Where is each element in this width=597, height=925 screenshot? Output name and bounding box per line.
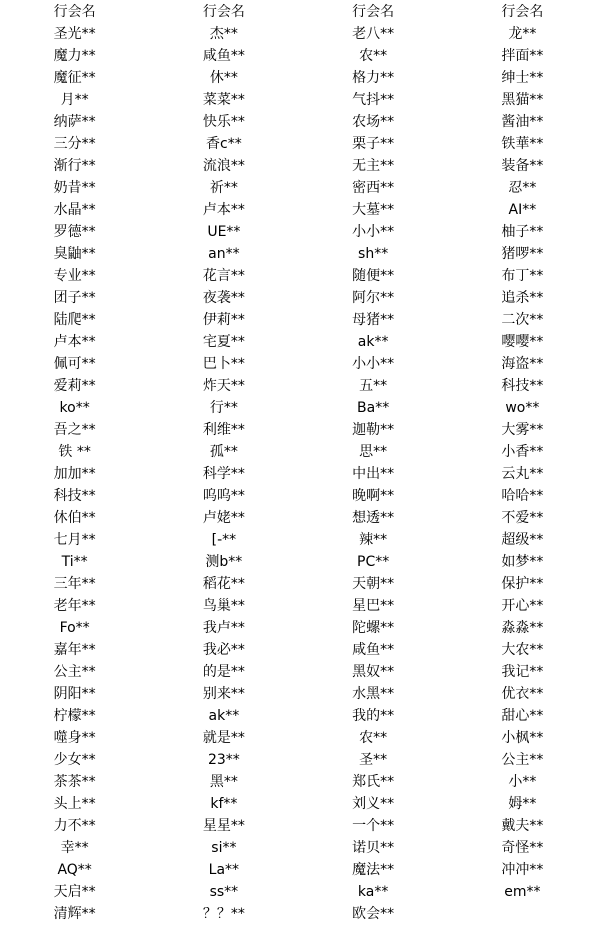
guild-name: ka** bbox=[357, 884, 389, 900]
guild-name: 云丸** bbox=[501, 466, 544, 482]
guild-name: 魔征** bbox=[53, 70, 96, 86]
guild-name: 开心** bbox=[501, 598, 544, 614]
guild-name: 祈** bbox=[209, 180, 238, 196]
guild-name: 小小** bbox=[352, 356, 395, 372]
guild-name: 淼淼** bbox=[501, 620, 544, 636]
column-header: 行会名 bbox=[53, 4, 96, 20]
guild-name: 嘤嘤** bbox=[501, 334, 544, 350]
guild-name: 菜菜** bbox=[202, 92, 245, 108]
guild-name: ？？** bbox=[202, 906, 245, 922]
guild-name: 大农** bbox=[501, 642, 544, 658]
guild-name: 我记** bbox=[501, 664, 544, 680]
guild-name: 圣** bbox=[359, 752, 388, 768]
guild-name: 农场** bbox=[352, 114, 395, 130]
guild-name: 陆爬** bbox=[53, 312, 96, 328]
guild-name: 黑奴** bbox=[352, 664, 395, 680]
guild-name: 公主** bbox=[501, 752, 544, 768]
guild-name: 幸** bbox=[60, 840, 89, 856]
guild-name: 黑猫** bbox=[501, 92, 544, 108]
guild-name: 香c** bbox=[206, 136, 242, 152]
guild-name: 龙** bbox=[508, 26, 537, 42]
guild-name: 嘉年** bbox=[53, 642, 96, 658]
guild-name: 铁華** bbox=[501, 136, 544, 152]
guild-name: 茶茶** bbox=[53, 774, 96, 790]
guild-name: AQ** bbox=[57, 862, 92, 878]
guild-name: 快乐** bbox=[202, 114, 245, 130]
guild-name: 小小** bbox=[352, 224, 395, 240]
guild-name: 想透** bbox=[352, 510, 395, 526]
guild-name: 测b** bbox=[205, 554, 243, 570]
guild-name: 戴夫** bbox=[501, 818, 544, 834]
column-header: 行会名 bbox=[352, 4, 395, 20]
guild-name: 老八** bbox=[352, 26, 395, 42]
guild-name: 郑氏** bbox=[352, 774, 395, 790]
guild-name: 思** bbox=[359, 444, 388, 460]
guild-name: 格力** bbox=[352, 70, 395, 86]
guild-name: 七月** bbox=[53, 532, 96, 548]
column-header: 行会名 bbox=[202, 4, 245, 20]
guild-name: 花言** bbox=[202, 268, 245, 284]
guild-name: 噬身** bbox=[53, 730, 96, 746]
guild-name: 休** bbox=[209, 70, 238, 86]
guild-name: 水黑** bbox=[352, 686, 395, 702]
guild-name-table bbox=[0, 1, 597, 925]
guild-name: 水晶** bbox=[53, 202, 96, 218]
guild-name: 保护** bbox=[501, 576, 544, 592]
guild-name: 姆** bbox=[508, 796, 537, 812]
guild-name: 爱莉** bbox=[53, 378, 96, 394]
guild-name: Fo** bbox=[59, 620, 90, 636]
guild-name: 绅士** bbox=[501, 70, 544, 86]
guild-name: 哈哈** bbox=[501, 488, 544, 504]
guild-name: 无主** bbox=[352, 158, 395, 174]
guild-name: 天朝** bbox=[352, 576, 395, 592]
guild-name: 陀螺** bbox=[352, 620, 395, 636]
guild-name: 海盗** bbox=[501, 356, 544, 372]
guild-name: 欧会** bbox=[352, 906, 395, 922]
guild-name: 五** bbox=[359, 378, 388, 394]
guild-name: 就是** bbox=[202, 730, 245, 746]
guild-name: 宅夏** bbox=[202, 334, 245, 350]
guild-name: 的是** bbox=[202, 664, 245, 680]
guild-name: 孤** bbox=[209, 444, 238, 460]
guild-name: 追杀** bbox=[501, 290, 544, 306]
guild-name: kf** bbox=[210, 796, 238, 812]
guild-name: em** bbox=[504, 884, 541, 900]
guild-name: 甜心** bbox=[501, 708, 544, 724]
guild-name: 大墓** bbox=[352, 202, 395, 218]
guild-name: 23** bbox=[207, 752, 240, 768]
guild-name: 二次** bbox=[501, 312, 544, 328]
guild-name: si** bbox=[211, 840, 237, 856]
guild-name: 魔法** bbox=[352, 862, 395, 878]
guild-name: 猪啰** bbox=[501, 246, 544, 262]
guild-name: sh** bbox=[358, 246, 389, 262]
guild-column-3 bbox=[299, 1, 448, 925]
guild-name: 力不** bbox=[53, 818, 96, 834]
guild-name: 黑** bbox=[209, 774, 238, 790]
guild-name: ak** bbox=[357, 334, 389, 350]
guild-name: 头上** bbox=[53, 796, 96, 812]
guild-name: 如梦** bbox=[501, 554, 544, 570]
guild-name: 小枫** bbox=[501, 730, 544, 746]
guild-name: 月** bbox=[60, 92, 89, 108]
column-header: 行会名 bbox=[501, 4, 544, 20]
guild-name: 吾之** bbox=[53, 422, 96, 438]
guild-name: 三分** bbox=[53, 136, 96, 152]
guild-name: 刘义** bbox=[352, 796, 395, 812]
guild-name: 我必** bbox=[202, 642, 245, 658]
guild-name: 不爱** bbox=[501, 510, 544, 526]
guild-name: 臭鼬** bbox=[53, 246, 96, 262]
guild-name: ak** bbox=[208, 708, 240, 724]
guild-name: 休伯** bbox=[53, 510, 96, 526]
guild-name: 流浪** bbox=[202, 158, 245, 174]
guild-name: 柚子** bbox=[501, 224, 544, 240]
guild-name: 别来** bbox=[202, 686, 245, 702]
guild-name: 装备** bbox=[501, 158, 544, 174]
guild-name: 气抖** bbox=[352, 92, 395, 108]
guild-name: 科技** bbox=[53, 488, 96, 504]
guild-name: ko** bbox=[59, 400, 90, 416]
guild-name: 奶昔** bbox=[53, 180, 96, 196]
guild-name: 冲冲** bbox=[501, 862, 544, 878]
guild-name: 杰** bbox=[209, 26, 238, 42]
guild-name: 清辉** bbox=[53, 906, 96, 922]
guild-name: 天启** bbox=[53, 884, 96, 900]
guild-name: 行** bbox=[209, 400, 238, 416]
guild-name: 纳萨** bbox=[53, 114, 96, 130]
guild-name: 卢本** bbox=[202, 202, 245, 218]
guild-name: 星星** bbox=[202, 818, 245, 834]
guild-name: 罗德** bbox=[53, 224, 96, 240]
guild-name: 老年** bbox=[53, 598, 96, 614]
guild-name: 奇怪** bbox=[501, 840, 544, 856]
guild-name: 忍** bbox=[508, 180, 537, 196]
guild-name: 酱油** bbox=[501, 114, 544, 130]
guild-name: 夜袭** bbox=[202, 290, 245, 306]
guild-name: Ba** bbox=[357, 400, 390, 416]
guild-name: 科技** bbox=[501, 378, 544, 394]
guild-name: 拌面** bbox=[501, 48, 544, 64]
guild-name: PC** bbox=[357, 554, 390, 570]
guild-name: 晚啊** bbox=[352, 488, 395, 504]
guild-name: 布丁** bbox=[501, 268, 544, 284]
guild-name: 咸鱼** bbox=[352, 642, 395, 658]
guild-name: 呜呜** bbox=[202, 488, 245, 504]
guild-column-1 bbox=[0, 1, 149, 925]
guild-name: 加加** bbox=[53, 466, 96, 482]
guild-name: 圣光** bbox=[53, 26, 96, 42]
guild-name: 星巴** bbox=[352, 598, 395, 614]
guild-name: 阴阳** bbox=[53, 686, 96, 702]
guild-name: 柠檬** bbox=[53, 708, 96, 724]
guild-name: 团子** bbox=[53, 290, 96, 306]
guild-name: 巴卜** bbox=[202, 356, 245, 372]
guild-name: 农** bbox=[359, 730, 388, 746]
guild-name: 佩可** bbox=[53, 356, 96, 372]
guild-name: 公主** bbox=[53, 664, 96, 680]
guild-name: 科学** bbox=[202, 466, 245, 482]
guild-name: 伊莉** bbox=[202, 312, 245, 328]
guild-name: 我卢** bbox=[202, 620, 245, 636]
guild-name: 稻花** bbox=[202, 576, 245, 592]
guild-name: 阿尔** bbox=[352, 290, 395, 306]
guild-name: 农** bbox=[359, 48, 388, 64]
guild-name: 三年** bbox=[53, 576, 96, 592]
guild-name: 一个** bbox=[352, 818, 395, 834]
guild-name: 中出** bbox=[352, 466, 395, 482]
guild-name: an** bbox=[208, 246, 240, 262]
guild-name: 小香** bbox=[501, 444, 544, 460]
guild-name: 专业** bbox=[53, 268, 96, 284]
guild-name: 魔力** bbox=[53, 48, 96, 64]
guild-name: 渐行** bbox=[53, 158, 96, 174]
guild-name: 卢姥** bbox=[202, 510, 245, 526]
guild-name: UE** bbox=[207, 224, 241, 240]
guild-name: 大雾** bbox=[501, 422, 544, 438]
guild-column-4 bbox=[448, 1, 597, 925]
guild-name: 卢本** bbox=[53, 334, 96, 350]
guild-name: 我的** bbox=[352, 708, 395, 724]
guild-name: ss** bbox=[209, 884, 239, 900]
guild-name: AI** bbox=[508, 202, 537, 218]
guild-name: [-** bbox=[211, 532, 237, 548]
guild-name: 随便** bbox=[352, 268, 395, 284]
guild-name: 优衣** bbox=[501, 686, 544, 702]
guild-name: 诺贝** bbox=[352, 840, 395, 856]
guild-name: 栗子** bbox=[352, 136, 395, 152]
guild-name: wo** bbox=[505, 400, 540, 416]
guild-name: 母猪** bbox=[352, 312, 395, 328]
guild-name: 利维** bbox=[202, 422, 245, 438]
guild-column-2 bbox=[149, 1, 298, 925]
guild-name: 辣** bbox=[359, 532, 388, 548]
guild-name: 咸鱼** bbox=[202, 48, 245, 64]
guild-name: La** bbox=[208, 862, 240, 878]
guild-name: 鸟巢** bbox=[202, 598, 245, 614]
guild-name: 超级** bbox=[501, 532, 544, 548]
guild-name: 少女** bbox=[53, 752, 96, 768]
guild-name: 铁 ** bbox=[58, 444, 91, 460]
guild-name: 密西** bbox=[352, 180, 395, 196]
guild-name: Ti** bbox=[61, 554, 88, 570]
guild-name: 小** bbox=[508, 774, 537, 790]
guild-name: 炸天** bbox=[202, 378, 245, 394]
guild-name: 迦勒** bbox=[352, 422, 395, 438]
